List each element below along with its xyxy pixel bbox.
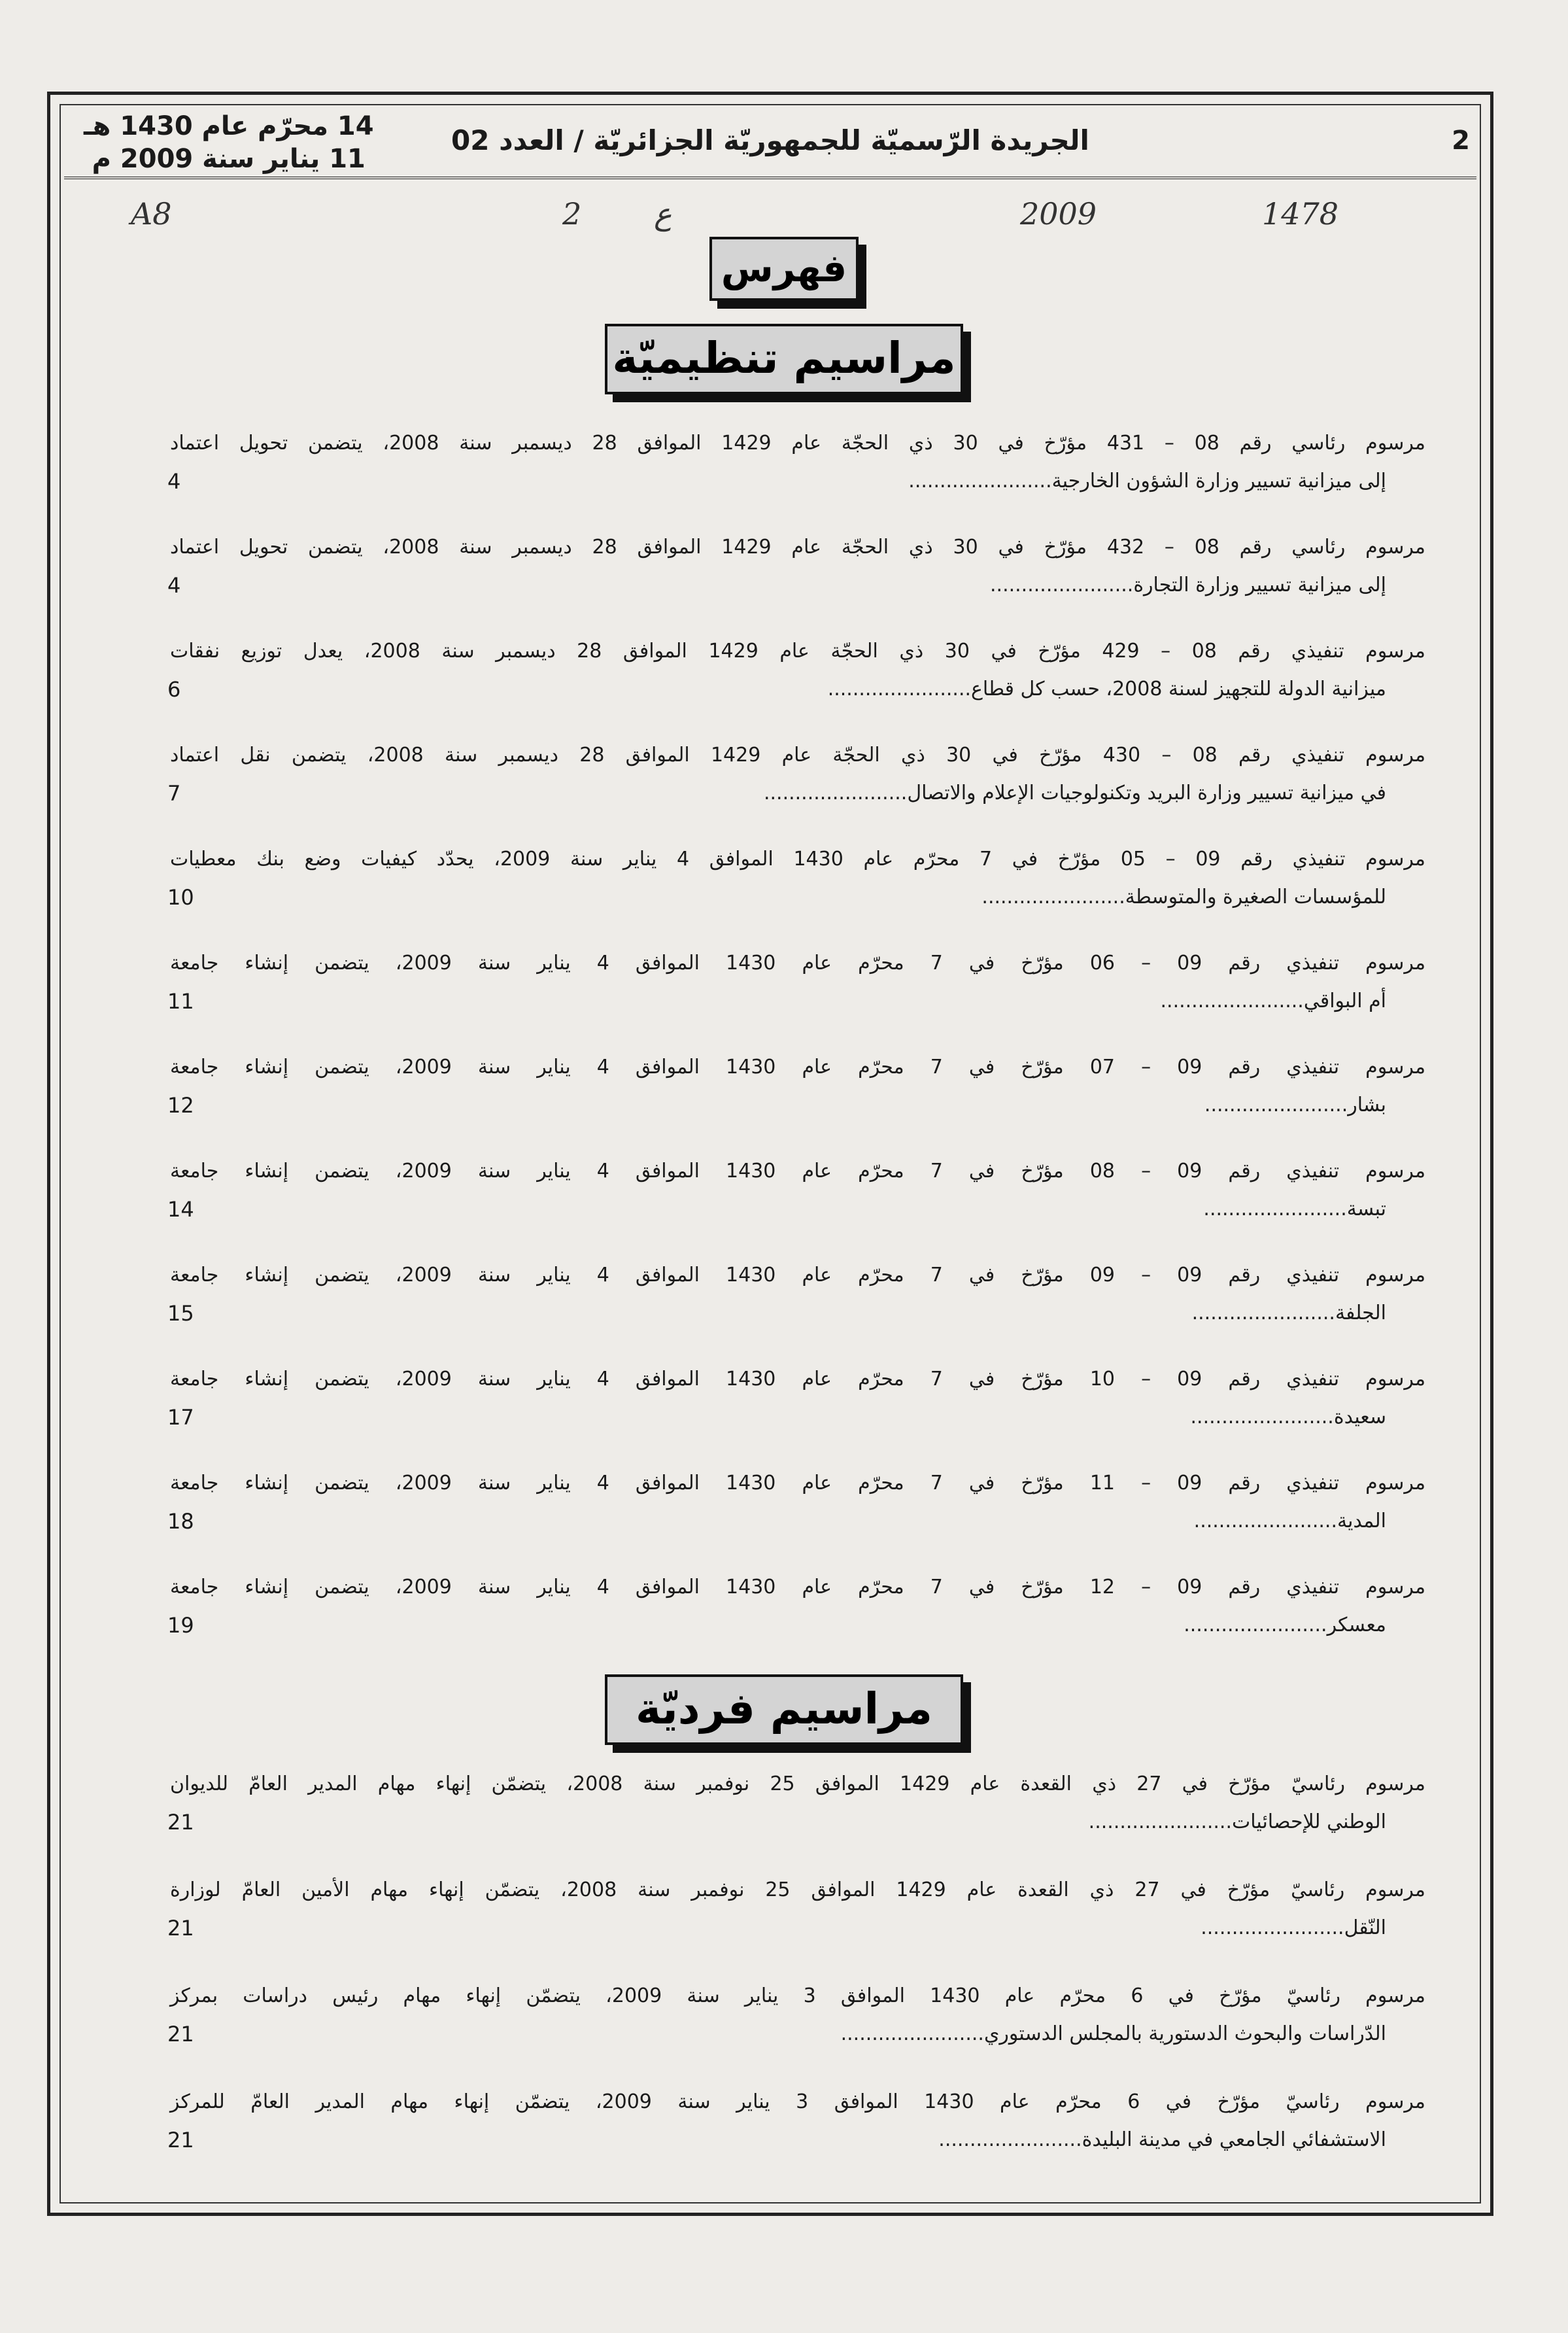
toc-entry[interactable] — [167, 737, 1426, 841]
leader-dots: ....................... — [1191, 1302, 1335, 1324]
toc-entry[interactable] — [167, 841, 1425, 945]
toc-entry-line-1: مرسوم تنفيذي رقم 08 – 429 مؤرّخ في 30 ذي الحجّة عام 1429 الموافق 28 ديسمبر سنة 2008، يعدل توزيع نفقات — [170, 640, 1425, 663]
toc-entry[interactable] — [167, 1049, 1426, 1153]
toc-entry-line-1: مرسوم تنفيذي رقم 09 – 06 مؤرّخ في 7 محرّم عام 1430 الموافق 4 يناير سنة 2009، يتضمن إنشاء جامعة — [170, 952, 1426, 975]
toc-entry-page: 21 — [167, 1810, 194, 1835]
regulatory-decrees-list — [167, 425, 1426, 1673]
toc-entry-line-2 — [938, 2122, 1386, 2158]
toc-entry-line-2 — [1194, 1503, 1386, 1540]
toc-entry-line-1: مرسوم تنفيذي رقم 09 – 08 مؤرّخ في 7 محرّم عام 1430 الموافق 4 يناير سنة 2009، يتضمن إنشاء جامعة — [170, 1160, 1426, 1183]
date-gregorian: 11 يناير سنة 2009 م — [92, 144, 366, 174]
toc-entry-line-1: مرسوم تنفيذي رقم 09 – 11 مؤرّخ في 7 محرّم عام 1430 الموافق 4 يناير سنة 2009، يتضمن إنشاء جامعة — [170, 1472, 1426, 1495]
toc-entry-line-2 — [981, 879, 1386, 916]
toc-entry[interactable] — [167, 1766, 1425, 1872]
toc-entry-page: 21 — [167, 2022, 194, 2047]
toc-entry[interactable] — [167, 1978, 1425, 2084]
leader-dots: ....................... — [1204, 1094, 1348, 1116]
leader-dots: ....................... — [1190, 1406, 1334, 1428]
toc-entry-line-1: مرسوم رئاسيّ مؤرّخ في 6 محرّم عام 1430 الموافق 3 يناير سنة 2009، يتضمّن إنهاء مهام رئيس دراسات بمركز — [170, 1984, 1425, 2007]
section-title-regulatory: مراسيم تنظيميّة — [605, 324, 963, 394]
toc-entry-page: 12 — [167, 1093, 194, 1118]
toc-entry[interactable] — [167, 1257, 1426, 1361]
toc-entry-page: 19 — [167, 1613, 194, 1638]
toc-entry-line-2 — [1184, 1607, 1386, 1644]
handwritten-note-left: A8 — [131, 196, 172, 232]
leader-dots: ....................... — [827, 678, 972, 700]
toc-entry-line-2-text: ميزانية الدولة للتجهيز لسنة 2008، حسب كل قطاع — [971, 678, 1386, 700]
toc-entry-line-1: مرسوم رئاسيّ مؤرّخ في 27 ذي القعدة عام 1429 الموافق 25 نوفمبر سنة 2008، يتضمّن إنهاء مهام المدير العامّ للديوان — [170, 1772, 1425, 1795]
toc-entry-line-2-text: سعيدة — [1333, 1406, 1386, 1428]
toc-entry[interactable] — [167, 633, 1425, 737]
toc-entry-line-2 — [990, 567, 1386, 604]
toc-entry[interactable] — [167, 1872, 1425, 1978]
handwritten-note-middle-2: ع — [654, 196, 672, 232]
toc-entry-line-2 — [1192, 1295, 1386, 1332]
toc-entry-line-1: مرسوم تنفيذي رقم 09 – 10 مؤرّخ في 7 محرّم عام 1430 الموافق 4 يناير سنة 2009، يتضمن إنشاء جامعة — [170, 1368, 1426, 1391]
page-number: 2 — [1452, 126, 1470, 156]
toc-entry-line-2 — [908, 463, 1386, 500]
toc-entry-line-1: مرسوم تنفيذي رقم 09 – 05 مؤرّخ في 7 محرّم عام 1430 الموافق 4 يناير سنة 2009، يحدّد كيفيات وضع بنك معطيات — [170, 848, 1425, 871]
toc-entry-line-2 — [1191, 1399, 1386, 1436]
toc-entry-page: 10 — [167, 885, 194, 910]
leader-dots: ....................... — [763, 782, 908, 804]
handwritten-note-middle-1: 2 — [562, 196, 582, 232]
toc-entry-line-2 — [764, 775, 1386, 812]
leader-dots: ....................... — [908, 470, 1052, 493]
toc-entry-line-2 — [1204, 1087, 1386, 1124]
toc-entry-line-1: مرسوم رئاسيّ مؤرّخ في 27 ذي القعدة عام 1429 الموافق 25 نوفمبر سنة 2008، يتضمّن إنهاء مهام الأمين العامّ لوزارة — [170, 1878, 1425, 1901]
toc-entry[interactable] — [167, 1569, 1426, 1673]
toc-entry[interactable] — [167, 425, 1425, 529]
handwritten-year: 2009 — [1020, 196, 1097, 232]
toc-entry-page: 18 — [167, 1509, 194, 1534]
toc-entry-page: 21 — [167, 1916, 194, 1941]
toc-entry-line-1: مرسوم تنفيذي رقم 08 – 430 مؤرّخ في 30 ذي الحجّة عام 1429 الموافق 28 ديسمبر سنة 2008، يتضمن نقل اعتماد — [170, 744, 1426, 767]
toc-entry[interactable] — [167, 945, 1426, 1049]
leader-dots: ....................... — [1203, 1198, 1347, 1220]
toc-entry-line-2-text: الدّراسات والبحوث الدستورية بالمجلس الدستوري — [983, 2022, 1386, 2045]
leader-dots: ....................... — [1160, 990, 1304, 1012]
leader-dots: ....................... — [1184, 1614, 1327, 1636]
toc-entry-line-1: مرسوم تنفيذي رقم 09 – 12 مؤرّخ في 7 محرّم عام 1430 الموافق 4 يناير سنة 2009، يتضمن إنشاء جامعة — [170, 1576, 1426, 1599]
leader-dots: ....................... — [840, 2022, 984, 2045]
page-header — [64, 98, 1476, 179]
toc-entry-line-2-text: تبسة — [1346, 1198, 1386, 1220]
toc-entry-page: 15 — [167, 1301, 194, 1326]
issue-dates — [84, 110, 374, 175]
toc-entry-line-2-text: للمؤسسات الصغيرة والمتوسطة — [1125, 886, 1386, 908]
toc-entry-line-1: مرسوم تنفيذي رقم 09 – 09 مؤرّخ في 7 محرّم عام 1430 الموافق 4 يناير سنة 2009، يتضمن إنشاء جامعة — [170, 1264, 1426, 1287]
toc-entry-page: 7 — [167, 781, 181, 806]
date-hijri: 14 محرّم عام 1430 هـ — [84, 111, 374, 141]
toc-entry-line-2-text: بشار — [1348, 1094, 1386, 1116]
toc-entry-line-2 — [1089, 1804, 1386, 1840]
toc-entry-line-2 — [841, 2016, 1386, 2052]
toc-title: فهرس — [709, 237, 859, 301]
handwritten-ref: 1478 — [1262, 196, 1339, 232]
toc-entry-page: 21 — [167, 2128, 194, 2152]
toc-entry-page: 11 — [167, 989, 194, 1014]
leader-dots: ....................... — [981, 886, 1125, 908]
toc-entry[interactable] — [167, 1361, 1426, 1465]
toc-entry-page: 17 — [167, 1405, 194, 1430]
leader-dots: ....................... — [1193, 1510, 1337, 1532]
toc-entry[interactable] — [167, 1153, 1426, 1257]
toc-entry[interactable] — [167, 529, 1425, 633]
toc-entry[interactable] — [167, 2084, 1425, 2190]
toc-entry-line-2-text: المدية — [1337, 1510, 1386, 1532]
toc-entry-page: 6 — [167, 677, 181, 702]
toc-entry-line-2-text: إلى ميزانية تسيير وزارة التجارة — [1133, 574, 1386, 596]
toc-entry-line-2 — [828, 671, 1386, 708]
toc-entry-line-2-text: الاستشفائي الجامعي في مدينة البليدة — [1082, 2128, 1386, 2151]
individual-decrees-list — [167, 1766, 1425, 2190]
leader-dots: ....................... — [938, 2128, 1082, 2151]
leader-dots: ....................... — [1201, 1916, 1344, 1939]
toc-entry-line-2-text: الجلفة — [1335, 1302, 1386, 1324]
journal-title: الجريدة الرّسميّة للجمهوريّة الجزائريّة / العدد 02 — [451, 124, 1089, 156]
section-title-individual: مراسيم فرديّة — [605, 1674, 963, 1745]
toc-entry-page: 4 — [167, 573, 181, 598]
toc-entry-line-2-text: في ميزانية تسيير وزارة البريد وتكنولوجيات الإعلام والاتصال — [907, 782, 1386, 804]
toc-entry-line-2-text: النّقل — [1344, 1916, 1386, 1939]
toc-entry-line-1: مرسوم رئاسي رقم 08 – 431 مؤرّخ في 30 ذي الحجّة عام 1429 الموافق 28 ديسمبر سنة 2008، يتضمن تحويل اعتماد — [170, 432, 1425, 455]
toc-entry-line-1: مرسوم رئاسي رقم 08 – 432 مؤرّخ في 30 ذي الحجّة عام 1429 الموافق 28 ديسمبر سنة 2008، يتضمن تحويل اعتماد — [170, 536, 1425, 559]
toc-entry[interactable] — [167, 1465, 1426, 1569]
toc-entry-line-1: مرسوم رئاسيّ مؤرّخ في 6 محرّم عام 1430 الموافق 3 يناير سنة 2009، يتضمّن إنهاء مهام المدير العامّ للمركز — [170, 2090, 1425, 2113]
toc-entry-page: 4 — [167, 469, 181, 494]
toc-entry-line-1: مرسوم تنفيذي رقم 09 – 07 مؤرّخ في 7 محرّم عام 1430 الموافق 4 يناير سنة 2009، يتضمن إنشاء جامعة — [170, 1056, 1426, 1079]
toc-entry-line-2 — [1203, 1191, 1386, 1228]
toc-entry-line-2-text: معسكر — [1327, 1614, 1386, 1636]
toc-entry-line-2-text: الوطني للإحصائيات — [1232, 1810, 1386, 1833]
toc-entry-line-2-text: إلى ميزانية تسيير وزارة الشؤون الخارجية — [1051, 470, 1386, 493]
leader-dots: ....................... — [990, 574, 1134, 596]
leader-dots: ....................... — [1088, 1810, 1233, 1833]
toc-entry-page: 14 — [167, 1197, 194, 1222]
toc-entry-line-2 — [1201, 1910, 1386, 1946]
toc-entry-line-2-text: أم البواقي — [1303, 990, 1386, 1012]
toc-entry-line-2 — [1161, 983, 1387, 1020]
